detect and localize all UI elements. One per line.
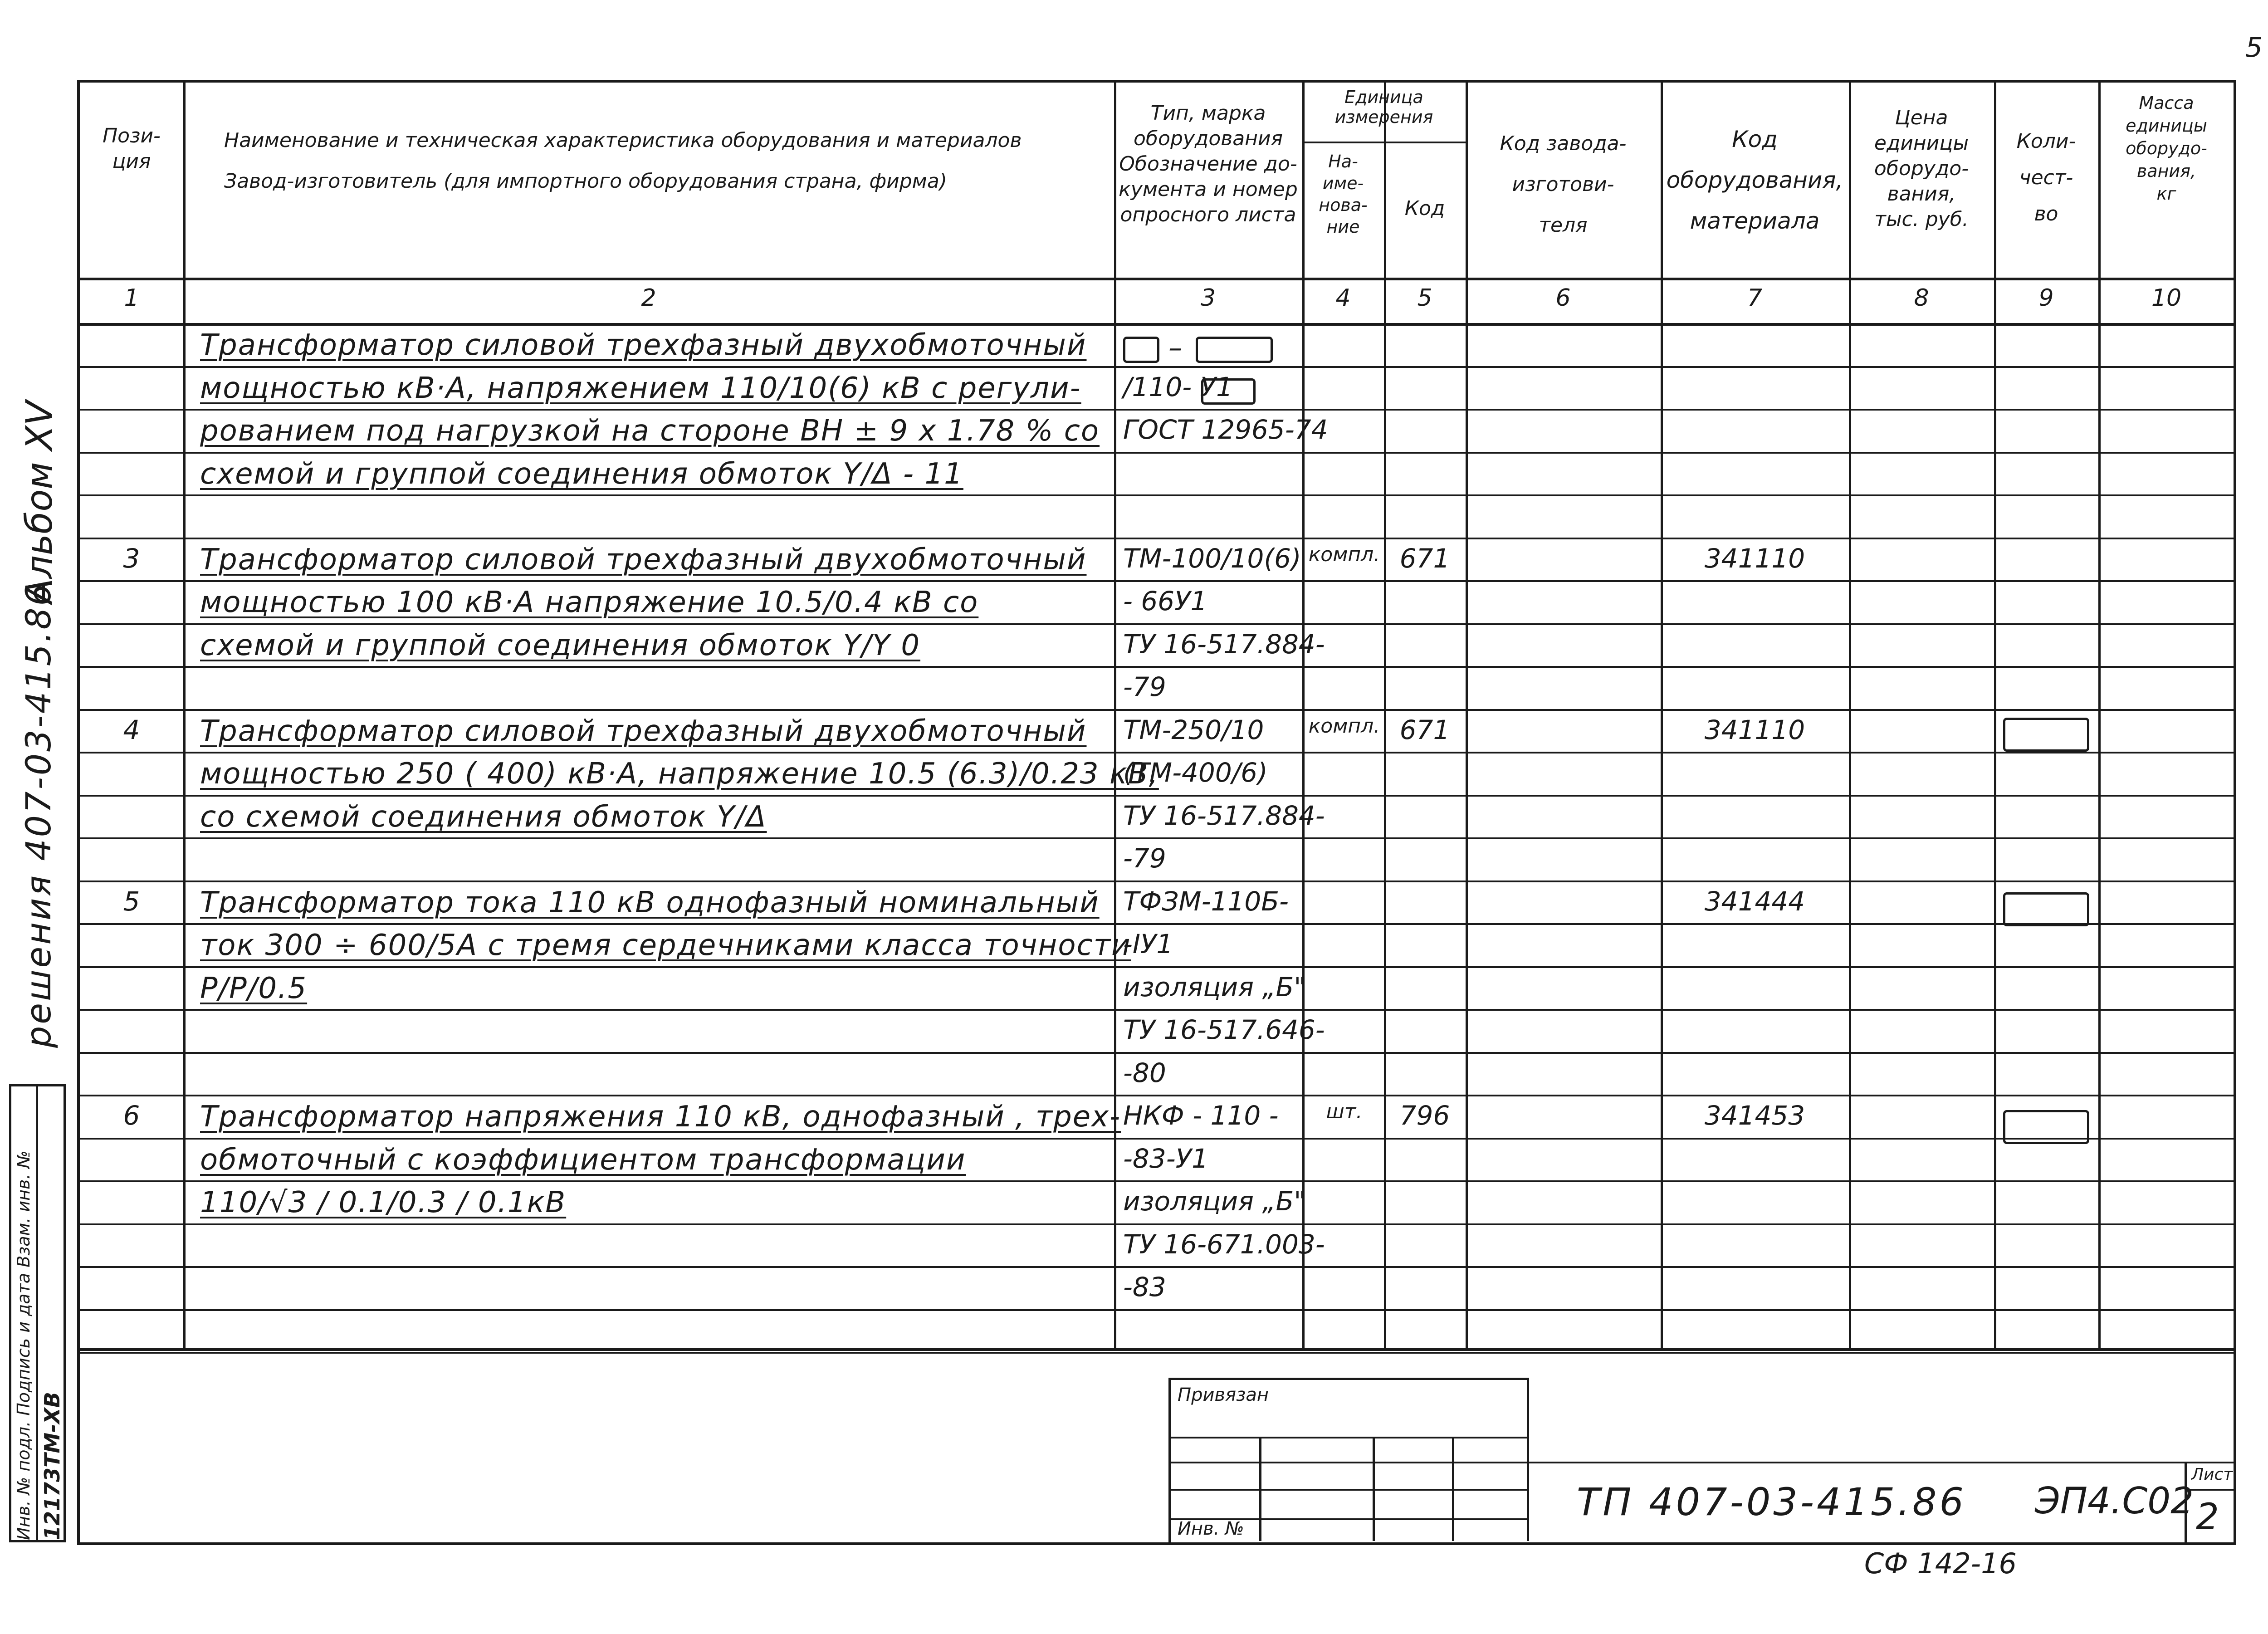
row-type: -83-У1 [1123,1143,1208,1174]
row-line [80,1266,2234,1268]
title-block-line [80,1348,2234,1351]
header-line [80,323,2234,326]
row-line [80,966,2234,968]
row-line [80,837,2234,839]
row-type: -IУ1 [1123,929,1173,959]
row-type: -83 [1123,1272,1166,1302]
header-name: Наименование и техническая характеристика оборудования и материалов [224,129,1022,152]
col-number: 6 [1555,284,1571,312]
col-number: 9 [2038,284,2054,312]
side-stamp-labels: Инв. № подл. Подпись и дата Взам. инв. № [14,1150,34,1540]
row-type: -79 [1123,671,1166,702]
row-type: ТУ 16-671.003- [1123,1228,1325,1260]
row-position: 4 [123,714,140,745]
side-album-title: Альбом XV [18,401,60,603]
col-number: 3 [1200,284,1216,312]
header-manufacturer: Завод-изготовитель (для импортного оборудования страна, фирма) [224,170,947,193]
row-line [80,1223,2234,1225]
row-type: изоляция „Б" [1123,971,1306,1003]
header-line [80,278,2234,280]
header-position: Пози- ция [103,124,161,173]
row-line [80,795,2234,797]
document-code: ТП 407-03-415.86 [1577,1480,1966,1524]
row-unit-code: 796 [1399,1100,1450,1131]
row-description: 110/√3 / 0.1/0.3 / 0.1кВ [200,1186,567,1219]
stamp-line [1452,1437,1454,1541]
row-type: -80 [1123,1057,1166,1088]
row-line [80,666,2234,668]
row-equipment-code: 341110 [1704,714,1805,745]
row-type: (ТМ-400/6) [1123,757,1268,788]
col-number: 1 [124,284,139,312]
inv-label: Инв. № [1178,1518,1244,1539]
stamp-line [1373,1437,1375,1541]
sheet-number: 2 [2196,1496,2219,1538]
row-position: 5 [123,885,140,917]
col-number: 8 [1914,284,1929,312]
row-line [80,1009,2234,1011]
row-type: ГОСТ 12965-74 [1123,414,1328,445]
stamp-line [1168,1462,1527,1463]
row-line [80,580,2234,582]
row-line [80,538,2234,539]
sheet-code: ЭП4.С02 [2035,1480,2194,1522]
footer-code: СФ 142-16 [1864,1547,2017,1580]
row-type: изоляция „Б" [1123,1186,1306,1217]
row-description: схемой и группой соединения обмоток Y/Y 0 [200,628,921,662]
row-unit: компл. [1308,714,1380,738]
col-line [1302,83,1305,1348]
col-number: 10 [2151,284,2182,312]
col-line [1466,83,1468,1348]
col-number: 5 [1417,284,1432,312]
blank-quantity-box [2003,1110,2089,1144]
row-line [80,1352,2234,1354]
row-description: Трансформатор силовой трехфазный двухобмоточный [200,328,1087,362]
stamp-line [2185,1462,2187,1543]
blank-field-box [1196,337,1273,363]
header-unit-code: Код [1404,197,1445,220]
row-description: обмоточный с коэффициентом трансформации [200,1143,966,1177]
side-decision-code: решения 407-03-415.86 [18,582,59,1048]
row-line [80,752,2234,753]
col-line [2098,83,2101,1348]
corner-page-number: 5 [2245,32,2263,64]
row-line [80,709,2234,711]
header-mass: Масса единицы оборудо- вания, кг [2126,93,2207,204]
row-line [80,1095,2234,1096]
row-line [80,881,2234,882]
stamp-line [2185,1489,2234,1491]
row-line [80,494,2234,496]
row-description: Трансформатор силовой трехфазный двухобмоточный [200,714,1087,748]
col-line [1849,83,1851,1348]
row-line [80,923,2234,925]
side-stamp-line [36,1084,38,1542]
row-description: ток 300 ÷ 600/5А с тремя сердечниками класса точности [200,929,1131,962]
blank-quantity-box [2003,718,2089,752]
row-description: Р/Р/0.5 [200,971,308,1005]
side-inv-number: 12173ТМ-ХВ [40,1392,64,1540]
row-line [80,1309,2234,1311]
stamp-line [1527,1462,2234,1463]
stamp-line [1168,1489,1527,1491]
row-description: Трансформатор тока 110 кВ однофазный номинальный [200,885,1100,920]
row-line [80,366,2234,368]
row-description: мощностью 250 ( 400) кВ·А, напряжение 10.5 (6.3)/0.23 кВ, [200,757,1159,791]
sheet-label: Лист [2191,1465,2233,1484]
header-line [1302,142,1466,143]
row-unit: шт. [1326,1100,1363,1123]
row-description: мощностью 100 кВ·А напряжение 10.5/0.4 кВ со [200,586,979,619]
row-line [80,623,2234,625]
row-position: 6 [123,1100,140,1131]
row-equipment-code: 341110 [1704,543,1805,574]
row-unit: компл. [1308,543,1380,566]
header-unit-name: На- име- нова- ние [1319,152,1368,237]
col-line [183,83,186,1348]
row-unit-code: 671 [1399,714,1450,745]
row-type: ТУ 16-517.884- [1123,800,1325,831]
col-number: 7 [1747,284,1763,312]
col-line [1114,83,1116,1348]
row-description: рованием под нагрузкой на стороне ВН ± 9 x 1.78 % со [200,414,1100,448]
approved-label: Привязан [1178,1384,1269,1405]
row-type: /110- У1 [1123,371,1233,402]
header-manufacturer-code: Код завода- изготови- теля [1500,132,1627,237]
row-line [80,1138,2234,1140]
row-type: -79 [1123,843,1166,874]
row-description: со схемой соединения обмоток Y/Δ [200,800,767,834]
row-equipment-code: 341453 [1704,1100,1805,1131]
specification-sheet [77,80,2236,1545]
col-number: 2 [641,284,656,312]
row-unit-code: 671 [1399,543,1450,574]
row-type: ТУ 16-517.646- [1123,1014,1325,1045]
row-line [80,1180,2234,1182]
row-description: Трансформатор напряжения 110 кВ, однофазный , трех- [200,1100,1121,1134]
row-type: ТФЗМ-110Б- [1123,885,1289,917]
row-type: - 66У1 [1123,586,1207,616]
blank-field-box [1123,337,1159,363]
row-position: 3 [123,543,140,574]
row-line [80,452,2234,454]
row-line [80,409,2234,411]
blank-field-box [1201,378,1256,405]
row-description: схемой и группой соединения обмоток Y/Δ - 11 [200,457,963,491]
stamp-line [1259,1437,1261,1541]
row-type: ТМ-250/10 [1123,714,1264,745]
stamp-line [1527,1378,1529,1541]
row-line [80,1052,2234,1054]
header-price: Цена единицы оборудо- вания, тыс. руб. [1874,106,1969,231]
header-type: Тип, марка оборудования Обозначение до- кумента и номер опросного листа [1119,102,1298,226]
row-description: Трансформатор силовой трехфазный двухобмоточный [200,543,1087,577]
header-equipment-code: Код оборудования, материала [1666,126,1843,234]
row-type: ТМ-100/10(6) [1123,543,1301,574]
dash-glyph: – [1168,332,1182,364]
row-type: ТУ 16-517.884- [1123,628,1325,660]
col-line [1994,83,1996,1348]
blank-quantity-box [2003,892,2089,926]
header-quantity: Коли- чест- во [2016,130,2076,225]
stamp-line [1168,1437,1527,1438]
col-number: 4 [1335,284,1351,312]
row-type: НКФ - 110 - [1123,1100,1279,1131]
row-equipment-code: 341444 [1704,885,1805,917]
row-description: мощностью кВ·А, напряжением 110/10(6) кВ с регули- [200,371,1081,405]
header-unit-group: Единица измерения [1334,87,1433,127]
